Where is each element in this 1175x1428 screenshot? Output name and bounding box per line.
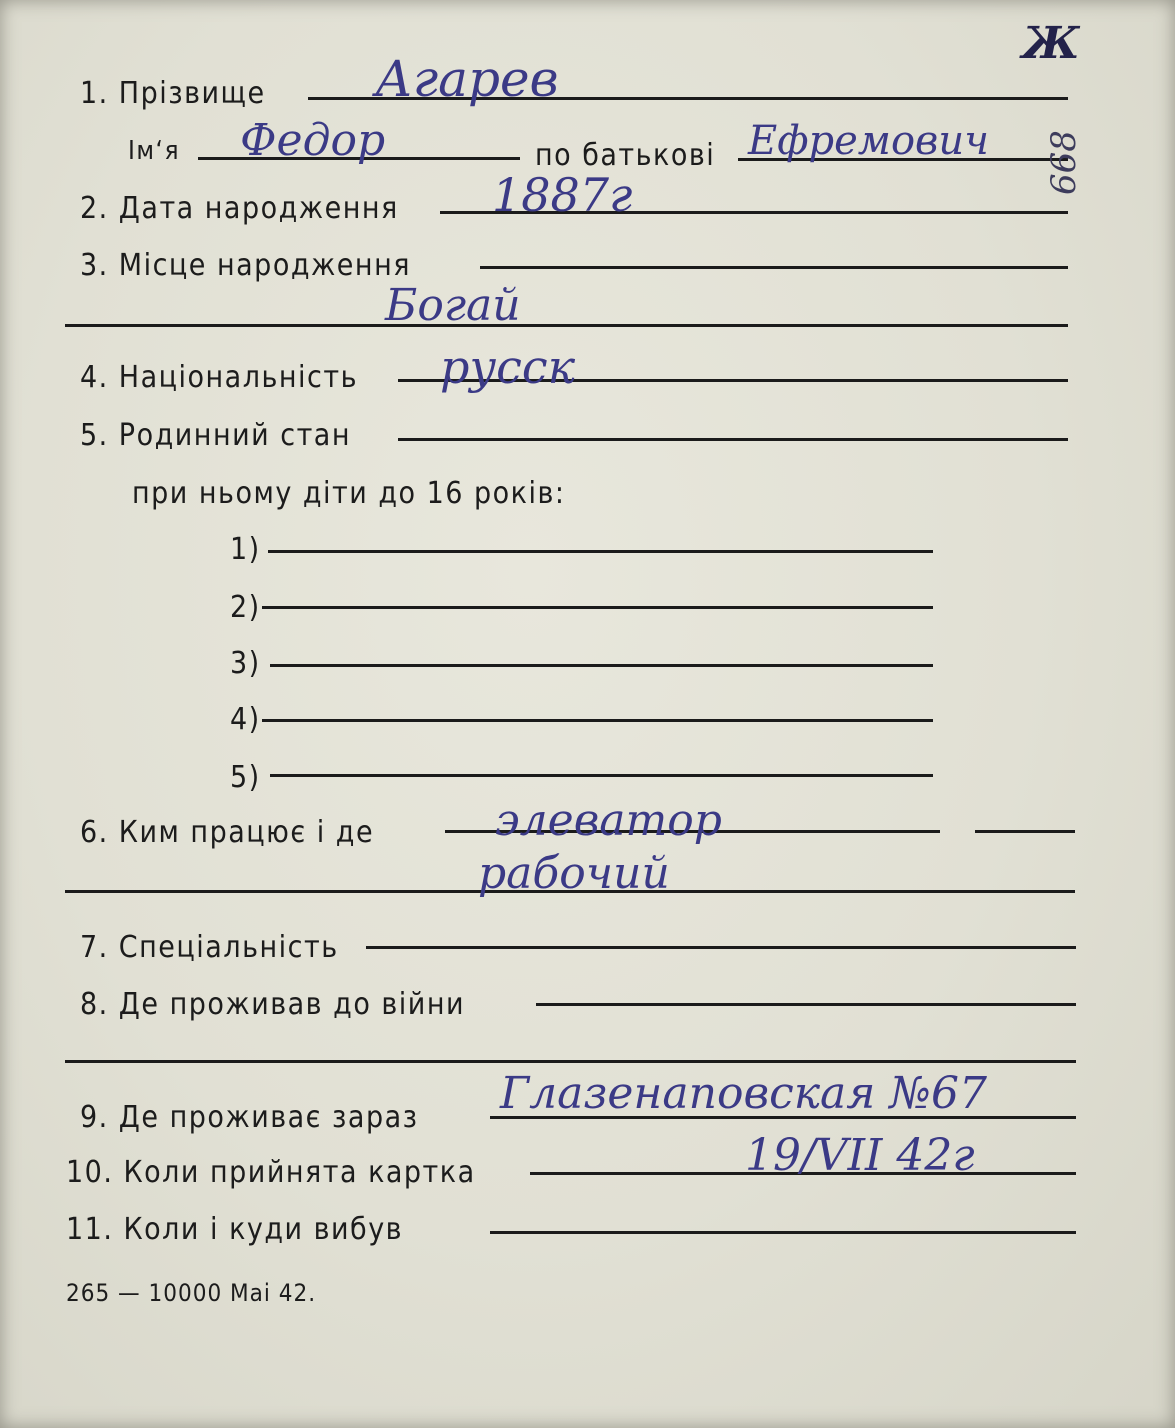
nationality-label: 4. Національність: [80, 360, 358, 395]
departure-line: [490, 1231, 1076, 1234]
nationality-value: русск: [440, 340, 576, 394]
child-4-label: 4): [230, 702, 261, 737]
birthplace-line: [480, 266, 1068, 269]
birthplace-value: Богай: [385, 280, 521, 331]
specialty-label: 7. Спеціальність: [80, 930, 339, 965]
marital-status-label: 5. Родинний стан: [80, 418, 351, 453]
child-3-line: [270, 664, 933, 667]
occupation-label: 6. Ким працює і де: [80, 815, 375, 850]
birthdate-label: 2. Дата народження: [80, 191, 399, 226]
children-label: при ньому діти до 16 років:: [132, 476, 566, 511]
child-5-label: 5): [230, 760, 261, 795]
patronymic-label: по батькові: [535, 138, 716, 173]
card-accepted-label: 10. Коли прийнята картка: [66, 1155, 476, 1190]
child-3-label: 3): [230, 646, 261, 681]
name-value: Федор: [240, 115, 386, 166]
prewar-residence-line: [536, 1003, 1076, 1006]
patronymic-value: Ефремович: [748, 118, 989, 164]
child-2-line: [262, 606, 933, 609]
print-mark: 265 — 10000 Mai 42.: [66, 1279, 317, 1307]
child-1-line: [268, 550, 933, 553]
name-label: Ім‘я: [128, 136, 181, 166]
specialty-line: [366, 946, 1076, 949]
child-4-line: [262, 719, 933, 722]
child-1-label: 1): [230, 532, 261, 567]
marital-status-line: [398, 438, 1068, 441]
occupation-line-end: [975, 830, 1075, 833]
occupation-value: элеватор: [495, 795, 722, 846]
occupation-value-2: рабочий: [478, 848, 670, 899]
side-number-annotation: 668: [1044, 130, 1084, 195]
prewar-residence-line-2: [65, 1060, 1076, 1063]
birthdate-value: 1887г: [492, 168, 633, 222]
card-accepted-value: 19/VII 42г: [745, 1130, 975, 1181]
current-residence-label: 9. Де проживає зараз: [80, 1100, 419, 1135]
child-2-label: 2): [230, 590, 261, 625]
birthplace-line-2: [65, 324, 1068, 327]
surname-value: Агарев: [375, 50, 559, 108]
departure-label: 11. Коли і куди вибув: [66, 1212, 404, 1247]
prewar-residence-label: 8. Де проживав до війни: [80, 987, 466, 1022]
current-residence-value: Глазенаповская №67: [500, 1068, 987, 1119]
child-5-line: [270, 774, 933, 777]
surname-label: 1. Прізвище: [80, 76, 266, 111]
birthplace-label: 3. Місце народження: [80, 248, 411, 283]
corner-annotation: Ж: [1022, 18, 1080, 69]
